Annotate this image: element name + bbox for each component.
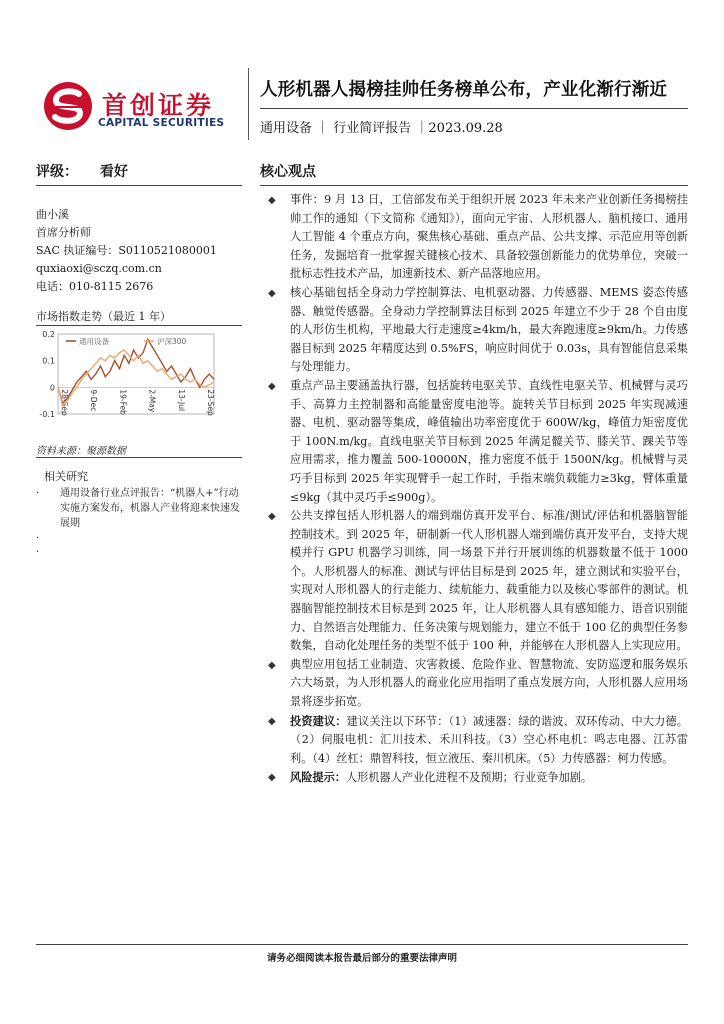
investment-advice-text: 建议关注以下环节：（1）减速器：绿的谐波、双环传动、中大力德。（2）伺服电机：汇川技术、禾川科技。（3）空心杯电机：鸣志电器、江苏雷利。（4）丝杠：鼎智科技，恒立液压、秦川机床。（5）力传感器：柯力传感。: [290, 714, 688, 765]
core-view-text: 重点产品主要涵盖执行器，包括旋转电驱关节、直线性电驱关节、机械臂与灵巧手、高算力主控制器和高能量密度电池等。旋转关节目标到 2025 年实现减速器、电机、驱动器等集成，峰值输出功率密度优于 600W/kg，峰值力矩密度优于 100N.m/kg。直线电驱关节目标到 2025 年满足髋关节、膝关节、踝关节等应用需求，推力覆盖 500-10000N，推力密度不低于 1500N/kg。机械臂与灵巧手目标到 2025 年实现臂手一起工作时，手指末端负载能力≥3kg，臂体重量≤9kg（其中灵巧手≤900g）。: [290, 378, 688, 504]
footer-rule: [36, 944, 688, 945]
chart-title: 市场指数走势（最近 1 年）: [36, 310, 171, 323]
report-title: 人形机器人揭榜挂帅任务榜单公布，产业化渐行渐近: [260, 80, 668, 100]
related-research-empty-item: [36, 531, 244, 545]
analyst-phone: 电话：010-8115 2676: [36, 280, 154, 293]
market-index-chart: [36, 328, 242, 436]
core-view-bullet: [260, 377, 688, 507]
chart-x-tick-label: 9-Dec: [89, 389, 99, 412]
related-research-list: [36, 486, 244, 559]
investment-advice: [260, 712, 688, 769]
core-view-bullet: [260, 507, 688, 656]
company-logo: [36, 80, 241, 132]
chart-legend-label: 沪深300: [157, 337, 187, 346]
core-views-list: [260, 191, 688, 788]
core-view-text: 典型应用包括工业制造、灾害救援、危险作业、智慧物流、安防巡逻和服务娱乐六大场景，为人形机器人的商业化应用指明了重点发展方向，人形机器人应用场景将逐步拓宽。: [290, 657, 688, 709]
related-research-item[interactable]: [36, 486, 244, 531]
chart-x-tick-label: 13-Jul: [176, 389, 186, 412]
diamond-bullet-icon: ◆: [268, 287, 276, 299]
core-view-bullet: [260, 284, 688, 377]
core-view-bullet: [260, 191, 688, 284]
analyst-name: 曲小溪: [36, 208, 69, 221]
chart-y-tick-label: 0.2: [42, 330, 55, 339]
analyst-title: 首席分析师: [36, 226, 91, 239]
chart-legend-label: 通用设备: [79, 337, 109, 346]
logo-text-cn: 首创证券: [102, 91, 215, 120]
diamond-bullet-icon: ◆: [268, 380, 276, 392]
left-rule: [36, 185, 242, 186]
risk-warning-text: 人形机器人产业化进程不及预期；行业竞争加剧。: [345, 771, 593, 785]
related-research-empty-item: [36, 545, 244, 559]
chart-y-tick-label: 0.1: [42, 356, 55, 366]
chart-rule: [36, 325, 242, 326]
title-rule: [260, 108, 688, 109]
logo-mark-icon: [42, 80, 94, 132]
footer-disclaimer: 请务必细阅读本报告最后部分的重要法律声明: [266, 953, 457, 964]
chart-plot-frame: [58, 334, 214, 414]
chart-x-tick-label: 28-Sep: [60, 389, 69, 416]
rating-label: 评级：: [36, 164, 78, 180]
core-view-text: 事件：9 月 13 日，工信部发布关于组织开展 2023 年未来产业创新任务揭榜挂帅工作的通知（下文简称《通知》），面向元宇宙、人形机器人、脑机接口、通用人工智能 4 个重点方向，聚焦核心基础、重点产品、公共支撑、示范应用等创新任务，发掘培育一批掌握关键核心技术、具备较强创新能力的优势单位，突破一批标志性技术产品，加速新技术、新产品落地应用。: [290, 193, 688, 281]
risk-warning: [260, 768, 688, 788]
bullet-dot-icon: ·: [36, 533, 40, 544]
diamond-bullet-icon: ◆: [268, 772, 276, 784]
source-rule: [36, 457, 242, 458]
chart-x-tick-label: 2-May: [147, 389, 157, 413]
analyst-info: [36, 206, 217, 296]
chart-y-tick-label: 0: [49, 383, 55, 393]
chart-x-tick-label: 23-Sep: [206, 389, 215, 416]
report-subtitle: 通用设备 ｜ 行业简评报告 ｜2023.09.28: [260, 121, 503, 136]
chart-series-line-1: [58, 339, 214, 403]
related-research-title: 相关研究: [44, 470, 88, 483]
core-views-title: 核心观点: [260, 164, 316, 180]
chart-series-line-2: [58, 350, 214, 406]
core-view-bullet: [260, 656, 688, 712]
analyst-sac: SAC 执证编号：S0110521080001: [36, 244, 217, 257]
header-divider: [248, 68, 249, 140]
investment-advice-label: 投资建议：: [290, 713, 347, 728]
diamond-bullet-icon: ◆: [268, 511, 276, 523]
chart-y-tick-label: -0.1: [39, 410, 55, 419]
related-research-text: 通用设备行业点评报告：“机器人+”行动实施方案发布，机器人产业将迎来快速发展期: [60, 488, 240, 529]
chart-x-tick-label: 19-Feb: [118, 389, 128, 415]
chart-source: 资料来源：聚源数据: [36, 446, 126, 457]
analyst-email[interactable]: quxiaoxi@sczq.com.cn: [36, 262, 162, 275]
diamond-bullet-icon: ◆: [268, 659, 276, 671]
rating-value: 看好: [100, 164, 128, 180]
risk-warning-label: 风险提示：: [290, 770, 346, 785]
diamond-bullet-icon: ◆: [268, 195, 276, 206]
core-view-text: 公共支撑包括人形机器人的端到端仿真开发平台、标准/测试/评估和机器脑智能控制技术。到 2025 年，研制新一代人形机器人端到端仿真开发平台，支持大规模并行 GPU 机器学习训练，同一场景下并行开展训练的机器数量不低于 1000 个。人形机器人的标准、测试与评估目标是到 2025 年，建立测试和实验平台，实现对人形机器人的行走能力、续航能力、载重能力以及核心零部件的测试。机器脑智能控制技术目标是到 2025 年，让人形机器人具有感知能力、语音识别能力、自然语言处理能力、任务决策与规划能力，建立不低于 100 亿的典型任务参数集，自动化处理任务的类型不低于 100 种，并能够在人形机器人上实现应用。: [290, 509, 688, 653]
rating: [36, 161, 128, 181]
diamond-bullet-icon: ◆: [268, 715, 276, 727]
bullet-dot-icon: ·: [36, 488, 40, 499]
bullet-dot-icon: ·: [36, 547, 40, 558]
core-view-text: 核心基础包括全身动力学控制算法、电机驱动器、力传感器、MEMS 姿态传感器、触觉传感器。全身动力学控制算法目标到 2025 年建立不少于 28 个自由度的人形仿生机构，平地最大行走速度≥4km/h，最大奔跑速度≥9km/h。力传感器目标到 2025 年精度达到 0.5%FS，响应时间优于 0.03s，具有智能信息采集与处理能力。: [290, 285, 688, 374]
logo-text-en: CAPITAL SECURITIES: [98, 117, 225, 129]
right-rule: [260, 185, 688, 186]
